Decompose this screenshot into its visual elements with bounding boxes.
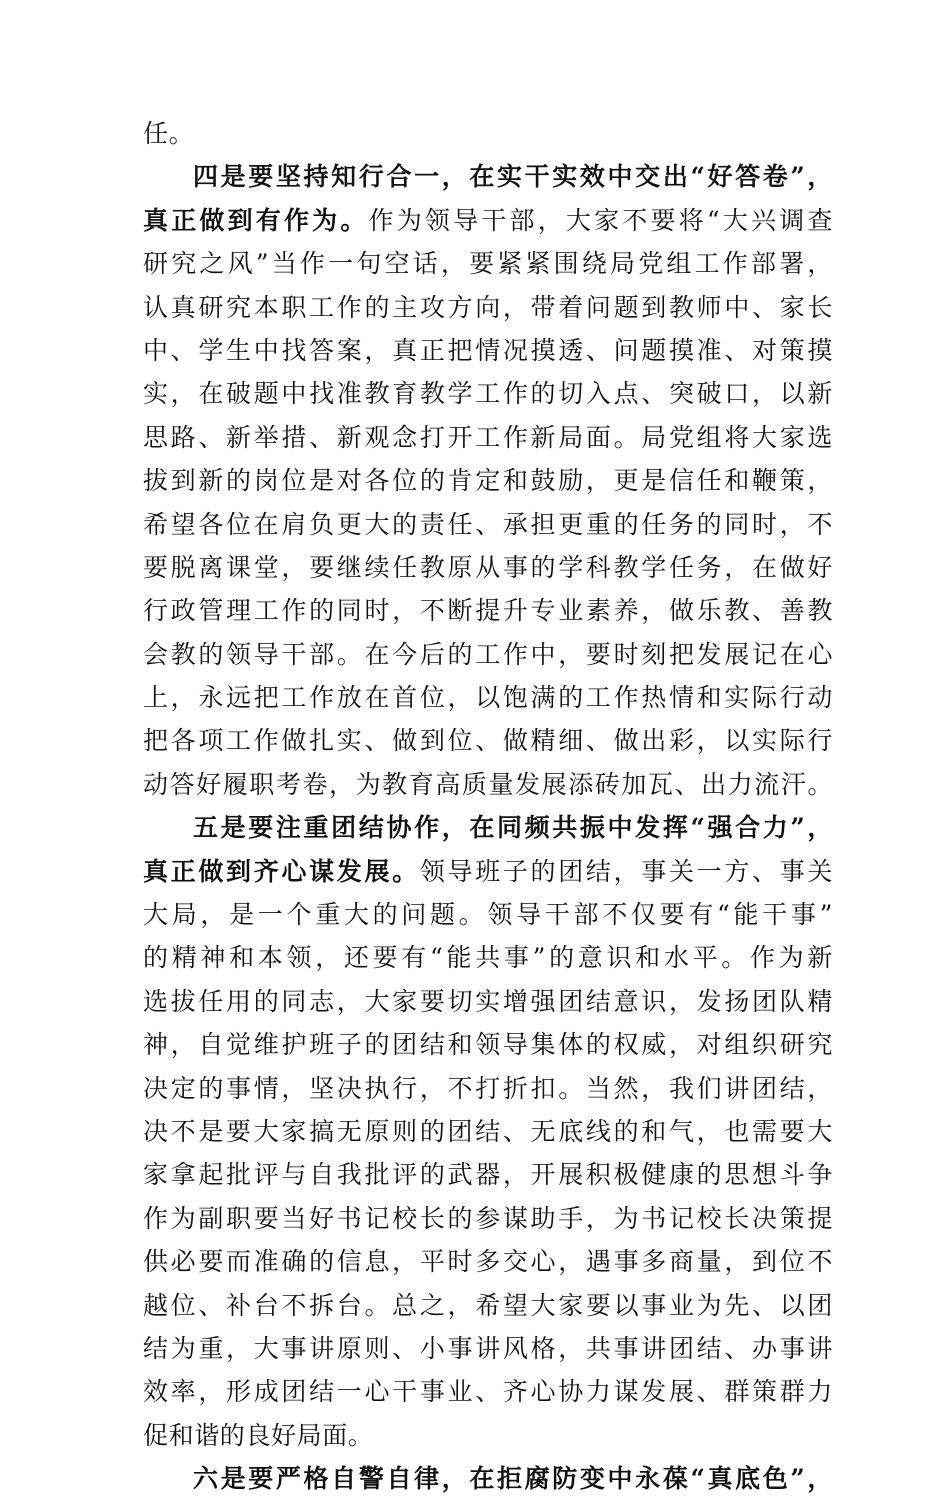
document-page [143,112,833,1501]
text-line: 决不是要大家搞无原则的团结、无底线的和气，也需要大 [143,1116,833,1146]
text-line: 家拿起批评与自我批评的武器，开展积极健康的思想斗争 [143,1160,833,1190]
text-line: 中、学生中找答案，真正把情况摸透、问题摸准、对策摸 [143,335,833,365]
heading-continuation: 真正做到齐心谋发展。 [143,856,420,886]
paragraph-heading: 六是要严格自警自律，在拒腐防变中永葆“真底色”， [193,1464,833,1494]
text-line: 供必要而准确的信息，平时多交心，遇事多商量，到位不 [143,1247,833,1277]
text-line: 作为副职要当好书记校长的参谋助手，为书记校长决策提 [143,1203,833,1233]
heading-continuation: 真正做到有作为。 [143,205,369,235]
text-line: 实，在破题中找准教育教学工作的切入点、突破口，以新 [143,379,833,409]
text-line: 把各项工作做扎实、做到位、做精细、做出彩，以实际行 [143,726,833,756]
text-line: 思路、新举措、新观念打开工作新局面。局党组将大家选 [143,422,833,452]
text-line [143,199,833,242]
text-line: 的精神和本领，还要有“能共事”的意识和水平。作为新 [143,943,833,973]
text-line: 希望各位在肩负更大的责任、承担更重的任务的同时，不 [143,509,833,539]
text-line: 拔到新的岗位是对各位的肯定和鼓励，更是信任和鞭策， [143,466,833,496]
text-line: 要脱离课堂，要继续任教原从事的学科教学任务，在做好 [143,552,833,582]
paragraph [143,155,833,806]
text-line: 会教的领导干部。在今后的工作中，要时刻把发展记在心 [143,639,833,669]
paragraph [143,1457,833,1500]
text-line: 结为重，大事讲原则、小事讲风格，共事讲团结、办事讲 [143,1333,833,1363]
text-line: 动答好履职考卷，为教育高质量发展添砖加瓦、出力流汗。 [143,769,833,799]
paragraph [143,112,833,155]
text-line: 越位、补台不拆台。总之，希望大家要以事业为先、以团 [143,1290,833,1320]
paragraph-heading: 五是要注重团结协作，在同频共振中发挥“强合力”， [193,813,833,843]
text-line: 上，永远把工作放在首位，以饱满的工作热情和实际行动 [143,683,833,713]
text-line: 研究之风”当作一句空话，要紧紧围绕局党组工作部署， [143,249,833,279]
text-run: 作为领导干部，大家不要将“大兴调查 [368,205,833,235]
text-line: 选拔任用的同志，大家要切实增强团结意识，发扬团队精 [143,986,833,1016]
text-line: 大局，是一个重大的问题。领导干部不仅要有“能干事” [143,900,833,930]
text-line [143,850,833,893]
text-line: 决定的事情，坚决执行，不打折扣。当然，我们讲团结， [143,1073,833,1103]
text-line: 任。 [143,119,195,148]
paragraph-heading: 四是要坚持知行合一，在实干实效中交出“好答卷”， [193,162,833,192]
text-line: 神，自觉维护班子的团结和领导集体的权威，对组织研究 [143,1030,833,1060]
paragraph [143,806,833,1457]
text-line: 效率，形成团结一心干事业、齐心协力谋发展、群策群力 [143,1377,833,1407]
text-line: 认真研究本职工作的主攻方向，带着问题到教师中、家长 [143,292,833,322]
text-line: 行政管理工作的同时，不断提升专业素养，做乐教、善教 [143,596,833,626]
text-line: 促和谐的良好局面。 [143,1420,374,1450]
text-run: 领导班子的团结，事关一方、事关 [419,856,833,886]
